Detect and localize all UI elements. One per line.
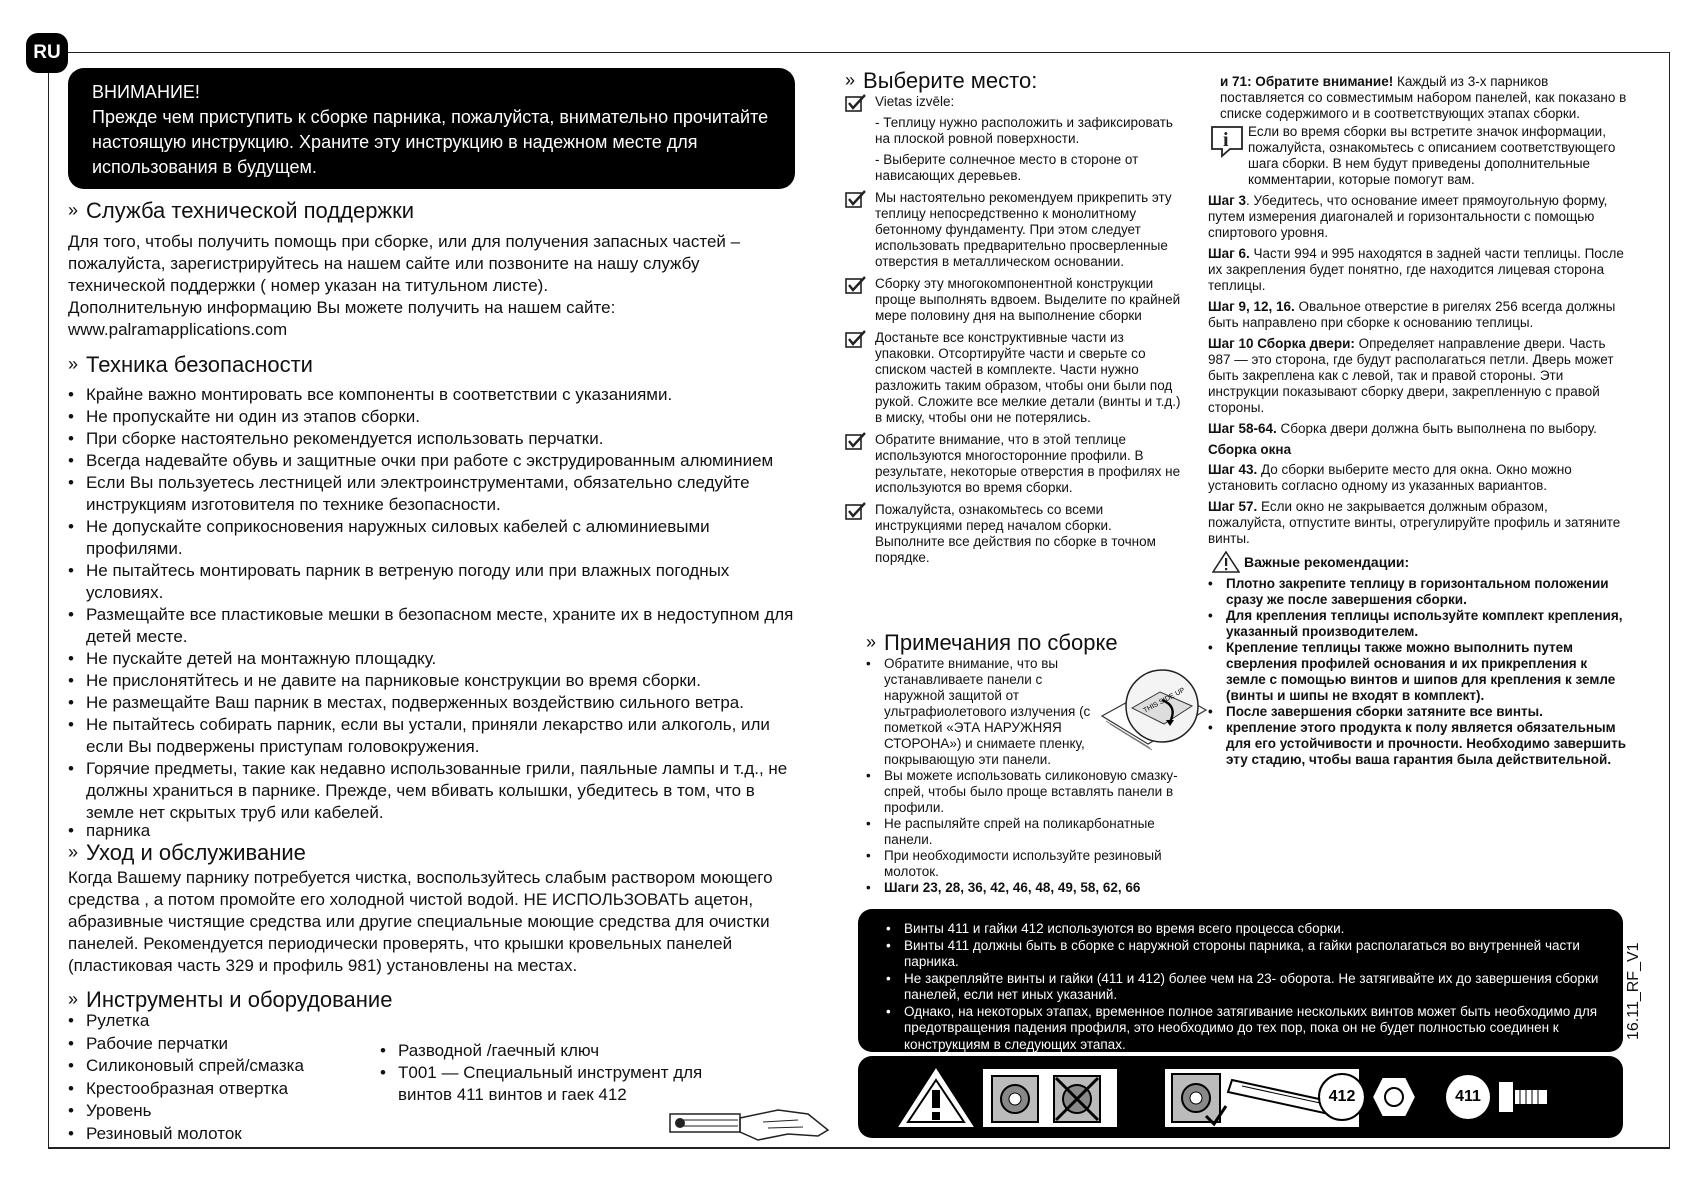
step-3: Шаг 3. Убедитесь, что основание имеет прямоугольную форму, путем измерения диагоналей и горизонтальности с помощью спиртового уровня. <box>1208 193 1608 240</box>
safety-list <box>68 384 798 838</box>
safety-item: • Размещайте все пластиковые мешки в безопасном месте, храните их в недоступном для детей месте. <box>68 604 798 648</box>
warning-line: настоящую инструкцию. Храните эту инструкцию в надежном месте для <box>92 132 698 152</box>
step-6: Шаг 6. Части 994 и 995 находятся в задней части теплицы. После их закрепления будет понятно, где находится лицевая сторона теплицы. <box>1208 246 1624 293</box>
safety-item: • При сборке настоятельно рекомендуется использовать перчатки. <box>68 428 798 450</box>
care-text: Когда Вашему парнику потребуется чистка, воспользуйтесь слабым раствором моющего средства , а потом промойте его холодной чистой водой. НЕ ИСПОЛЬЗОВАТЬ ацетон, абразивные чистящие средства или другие специальные моющие средства для очистки панелей. Рекомендуется периодически проверять, что крышки кровельных панелей (пластиковая часть 329 и профиль 981) установлены на местах. <box>68 868 773 975</box>
panel-label-illustration <box>1100 666 1208 754</box>
nut-icon <box>1370 1075 1418 1119</box>
step-9-12-16: Шаг 9, 12, 16. Овальное отверстие в ригелях 256 всегда должны быть направлено при сборке к основанию теплицы. <box>1208 299 1616 330</box>
checkbox-icon <box>845 190 867 209</box>
safety-item: • Не пытайтесь собирать парник, если вы устали, приняли лекарство или алкоголь, или если Вы подвержены приступам головокружения. <box>68 714 798 758</box>
panel-label-text: THIS SIDE UP <box>1142 686 1187 715</box>
page-frame-bottom <box>48 1147 1670 1149</box>
tool-item: • T001 — Специальный инструмент для винтов 411 винтов и гаек 412 <box>380 1062 720 1106</box>
important-item: • Крепление теплицы также можно выполнить путем сверления профилей основания и их прикрепления к земле с помощью винтов и шипов для крепления к земле (винты и шипы не входят в комплект). <box>1208 640 1628 704</box>
step-10: Шаг 10 Сборка двери: Определяет направление двери. Часть 987 — это сторона, где будут располагаться петли. Дверь может быть закреплена как с левой, так и правой стороны. Эти инструкции показывают сборку двери, закрепленную с правой стороны. <box>1208 336 1614 415</box>
site-item: Сборку эту многокомпонентной конструкции проще выполнять вдвоем. Выделите по крайней мере половину дня на выполнение сборки <box>845 276 1185 324</box>
bolt-icon <box>1496 1075 1552 1119</box>
site-item: Пожалуйста, ознакомьтесь со всеми инструкциями перед началом сборки. Выполните все действия по сборке в точном порядке. <box>845 502 1185 566</box>
fastener-info-list <box>886 921 1609 1053</box>
fastener-info-item: • Не закрепляйте винты и гайки (411 и 412) более чем на 23- оборота. Не затягивайте их до завершения сборки панелей, если нет иных указаний. <box>886 971 1609 1004</box>
safety-item: • Если Вы пользуетесь лестницей или электроинструментами, обязательно следуйте инструкциям изготовителя по технике безопасности. <box>68 472 798 516</box>
safety-item: • Не пускайте детей на монтажную площадку. <box>68 648 798 670</box>
safety-item: • Не прислонятйтесь и не давите на парниковые конструкции во время сборки. <box>68 670 798 692</box>
warning-line: использования в будущем. <box>92 157 317 177</box>
window-heading: Сборка окна <box>1208 442 1292 457</box>
warning-triangle-icon <box>1212 551 1240 573</box>
safety-item: • Не пытайтесь монтировать парник в ветреную погоду или при влажных погодных условиях. <box>68 560 798 604</box>
safety-item: • Не размещайте Ваш парник в местах, подверженных воздействию сильного ветра. <box>68 692 798 714</box>
safety-heading: » Техника безопасности <box>68 352 313 377</box>
tool-item: • Рабочие перчатки <box>68 1033 368 1056</box>
warning-triangle-icon <box>896 1066 976 1130</box>
step-57: Шаг 57. Если окно не закрывается должным образом, пожалуйста, отпустите винты, отрегулируйте профиль и затяните винты. <box>1208 499 1621 546</box>
safety-item: • Горячие предметы, такие как недавно использованные грили, паяльные лампы и т.д., не должны храниться в парнике. Прежде, чем вбивать колышки, убедитесь в том, что в земле нет скрытых труб или кабелей. <box>68 758 798 824</box>
note-item: • Шаги 23, 28, 36, 42, 46, 48, 49, 58, 62, 66 <box>866 880 1206 896</box>
fastener-info-box <box>858 909 1623 1052</box>
website-link[interactable]: www.palramapplications.com <box>68 320 288 339</box>
site-item: Мы настоятельно рекомендуем прикрепить эту теплицу непосредственно к монолитному бетонному фундаменту. При этом следует использовать предварительно просверленные отверстия в металлическом основании. <box>845 190 1185 270</box>
info-note: i Если во время сборки вы встретите значок информации, пожалуйста, ознакомьтесь с описанием соответствующего шага сборки. В нем будут приведены дополнительные комментарии, которые помогут вам. <box>1208 124 1628 188</box>
tool-item: • Разводной /гаечный ключ <box>380 1040 720 1062</box>
safety-item: • Не пропускайте ни один из этапов сборки. <box>68 406 798 428</box>
special-tool-illustration <box>668 1100 838 1146</box>
checkbox-icon <box>845 94 867 113</box>
tool-item: • Крестообразная отвертка <box>68 1078 368 1101</box>
note-item: • Вы можете использовать силиконовую смазку-спрей, чтобы было проще вставлять панели в профили. <box>866 768 1206 816</box>
important-heading: Важные рекомендации: <box>1208 554 1628 570</box>
fastener-info-item: • Винты 411 должны быть в сборке с наружной стороны парника, а гайки располагаться во внутренней части парника. <box>886 938 1609 971</box>
note-item: • При необходимости используйте резиновый молоток. <box>866 848 1206 880</box>
safety-item: • парника <box>68 824 798 838</box>
note-item: • Обратите внимание, что вы устанавливаете панели с наружной защитой от ультрафиолетового излучения (с пометкой «ЭТА НАРУЖНЯЯ СТОРОНА») и снимаете пленку, покрывающую эти панели. <box>866 656 1206 768</box>
notes-heading: » Примечания по сборке <box>866 630 1118 655</box>
important-item: • Плотно закрепите теплицу в горизонтальном положении сразу же после завершения сборки. <box>1208 576 1628 608</box>
checkbox-icon <box>845 330 867 349</box>
site-heading: » Выберите место: <box>845 68 1038 93</box>
tool-item: • Уровень <box>68 1100 368 1123</box>
left-column <box>68 196 798 1014</box>
fastener-info-item: • Однако, на некоторых этапах, временное полное затягивание нескольких винтов может быть необходимо для предотвращения падения профиля, это необходимо до тех пор, пока он не будет полностью соединен к конструкциям в следующих этапах. <box>886 1004 1609 1054</box>
warning-box <box>68 68 795 189</box>
important-item: • крепление этого продукта к полу является обязательным для его устойчивости и прочности. Необходимо завершить эту стадию, чтобы ваша гарантия была действительной. <box>1208 720 1628 768</box>
support-text: Для того, чтобы получить помощь при сборке, или для получения запасных частей – пожалуйста, зарегистрируйтесь на нашем сайте или позвоните на нашу службу технической поддержки ( номер указан на титульном листе). Дополнительную информацию Вы можете получить на нашем сайте: www.palramapplications.com <box>68 231 798 341</box>
checkbox-icon <box>845 432 867 451</box>
important-item: • После завершения сборки затяните все винты. <box>1208 704 1628 720</box>
info-icon <box>1208 124 1246 158</box>
checkbox-icon <box>845 276 867 295</box>
version-code: 16.11_RF_V1 <box>1625 942 1642 1040</box>
compat-note: и 71: Обратите внимание! Каждый из 3-х парников поставляется со совместимым набором панелей, как показано в списке содержимого и в соответствующих этапах сборки. <box>1220 74 1627 121</box>
important-item: • Для крепления теплицы используйте комплект крепления, указанный производителем. <box>1208 608 1628 640</box>
tools-list-left <box>68 1010 368 1145</box>
note-item: • Не распыляйте спрей на поликарбонатные панели. <box>866 816 1206 848</box>
safety-item: • Крайне важно монтировать все компоненты в соответствии с указаниями. <box>68 384 798 406</box>
site-item: Обратите внимание, что в этой теплице используются многосторонние профили. В результате, некоторые отверстия в профилях не используются во время сборки. <box>845 432 1185 496</box>
nut-number-badge: 412 <box>1320 1075 1364 1119</box>
language-badge: RU <box>26 33 68 73</box>
tool-item: • Силиконовый спрей/смазка <box>68 1055 368 1078</box>
svg-text:i: i <box>1223 129 1229 151</box>
fastener-info-item: • Винты 411 и гайки 412 используются во время всего процесса сборки. <box>886 921 1609 938</box>
safety-item: • Всегда надевайте обувь и защитные очки при работе с экструдированным алюминием <box>68 450 798 472</box>
bolt-number-badge: 411 <box>1446 1075 1490 1119</box>
support-heading: » Служба технической поддержки <box>68 198 415 223</box>
overtighten-icon <box>980 1066 1120 1130</box>
tool-item: • Резиновый молоток <box>68 1123 368 1146</box>
tools-list-right <box>380 1040 720 1106</box>
care-heading: » Уход и обслуживание <box>68 840 306 865</box>
safety-item: • Не допускайте соприкосновения наружных силовых кабелей с алюминиевыми профилями. <box>68 516 798 560</box>
right-column <box>1208 74 1628 768</box>
site-item: Достаньте все конструктивные части из упаковки. Отсортируйте части и сверьте со списком частей в комплекте. Части нужно разложить таким образом, чтобы они были под рукой. Сложите все мелкие детали (винты и т.д.) в миску, чтобы они не потерялись. <box>845 330 1185 426</box>
step-58-64: Шаг 58-64. Сборка двери должна быть выполнена по выбору. <box>1208 421 1597 436</box>
checkbox-icon <box>845 502 867 521</box>
tool-item: • Рулетка <box>68 1010 368 1033</box>
site-checklist <box>845 94 1185 572</box>
warning-line: Прежде чем приступить к сборке парника, пожалуйста, внимательно прочитайте <box>92 107 769 127</box>
tools-heading: » Инструменты и оборудование <box>68 987 393 1012</box>
warning-title: ВНИМАНИЕ! <box>92 82 200 102</box>
step-43: Шаг 43. До сборки выберите место для окна. Окно можно установить согласно одному из указанных вариантов. <box>1208 462 1572 493</box>
fastener-icon-bar <box>858 1056 1623 1138</box>
site-item: Vietas izvēle: - Теплицу нужно расположить и зафиксировать на плоской ровной поверхности. - Выберите солнечное место в стороне от нависающих деревьев. <box>845 94 1185 184</box>
important-list <box>1208 576 1628 768</box>
